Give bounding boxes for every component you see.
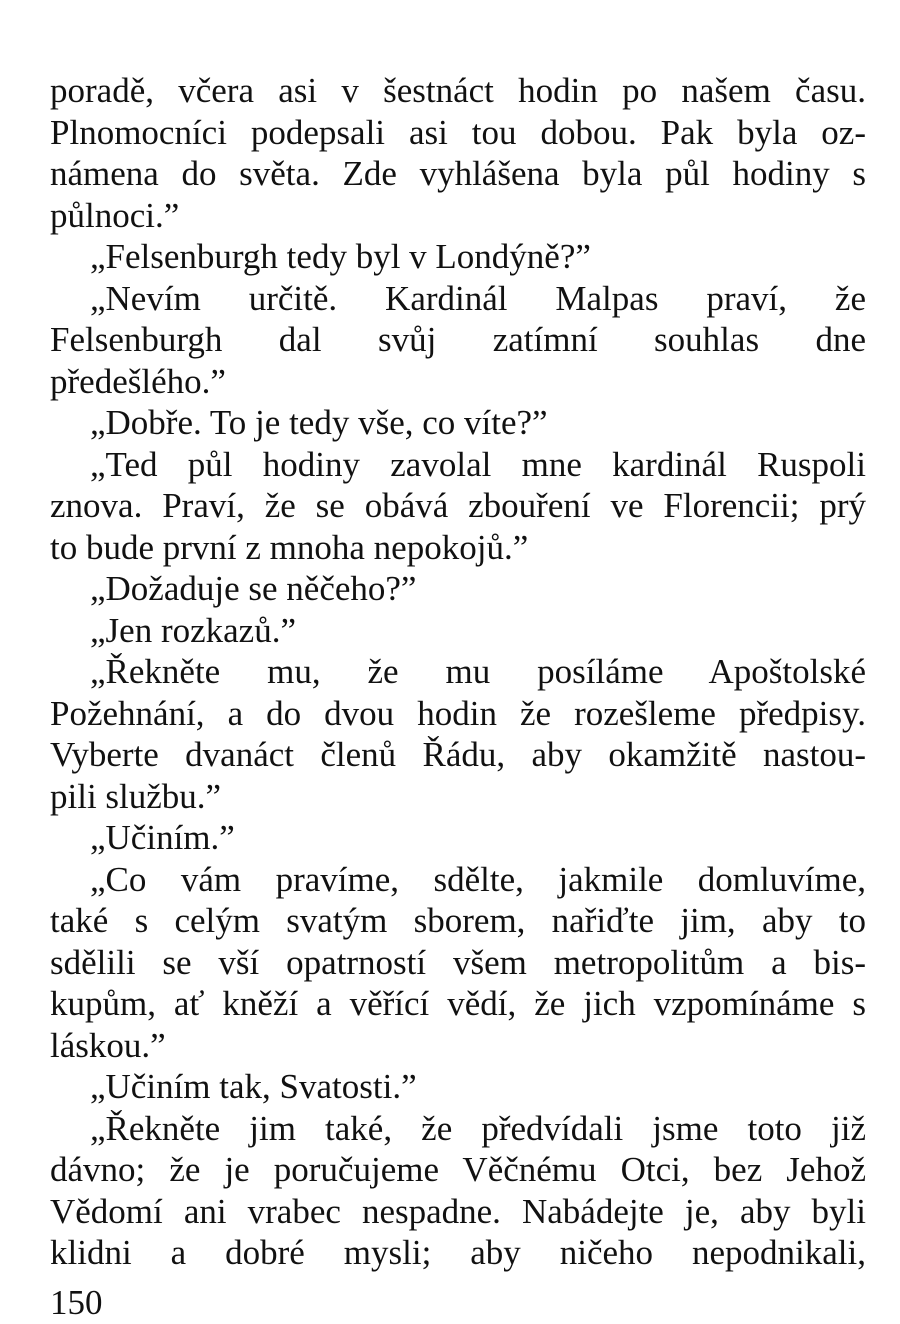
text-line: „Co vám pravíme, sdělte, jakmile domluvíme, [90, 859, 866, 899]
text-line: Požehnání, a do dvou hodin že rozešleme předpisy. [50, 693, 866, 733]
text-line: „Dobře. To je tedy vše, co víte?” [90, 403, 548, 442]
text-line: pili službu.” [50, 776, 222, 816]
text-line: sdělili se vší opatrností všem metropolitům a bis- [50, 942, 866, 982]
text-line: námena do světa. Zde vyhlášena byla půl hodiny s [50, 154, 866, 193]
text-line: Felsenburgh dal svůj zatímní souhlas dne [50, 320, 866, 359]
text-line: Vyberte dvanáct členů Řádu, aby okamžitě nastou- [50, 735, 866, 774]
text-line: „Řekněte jim také, že předvídali jsme toto již [90, 1108, 866, 1148]
text-line: „Nevím určitě. Kardinál Malpas praví, že [90, 278, 866, 318]
text-line: „Felsenburgh tedy byl v Londýně?” [90, 237, 591, 276]
page-number: 150 [50, 1283, 103, 1322]
text-line: půlnoci.” [50, 195, 180, 235]
text-line: předešlého.” [50, 361, 226, 401]
text-line: „Dožaduje se něčeho?” [90, 569, 417, 608]
text-line: také s celým svatým sborem, nařiďte jim, aby to [50, 901, 866, 940]
text-line: poradě, včera asi v šestnáct hodin po našem času. [50, 71, 866, 110]
text-line: znova. Praví, že se obává zbouření ve Florencii; prý [50, 486, 866, 525]
text-line: „Učiním.” [90, 818, 235, 857]
page-text [50, 70, 866, 1274]
text-line: láskou.” [50, 1025, 166, 1065]
text-line: kupům, ať kněží a věřící vědí, že jich vzpomínáme s [50, 984, 866, 1023]
text-line: „Řekněte mu, že mu posíláme Apoštolské [90, 652, 866, 691]
text-line: Vědomí ani vrabec nespadne. Nabádejte je, aby byli [50, 1191, 866, 1231]
text-line: „Jen rozkazů.” [90, 610, 296, 650]
text-line: „Učiním tak, Svatosti.” [90, 1067, 417, 1106]
text-line: dávno; že je poručujeme Věčnému Otci, bez Jehož [50, 1150, 866, 1189]
text-line: to bude první z mnoha nepokojů.” [50, 527, 529, 567]
text-line: Plnomocníci podepsali asi tou dobou. Pak byla oz- [50, 112, 866, 152]
text-line: klidni a dobré mysli; aby ničeho nepodnikali, [50, 1233, 866, 1272]
text-line: „Ted půl hodiny zavolal mne kardinál Ruspoli [90, 444, 866, 484]
